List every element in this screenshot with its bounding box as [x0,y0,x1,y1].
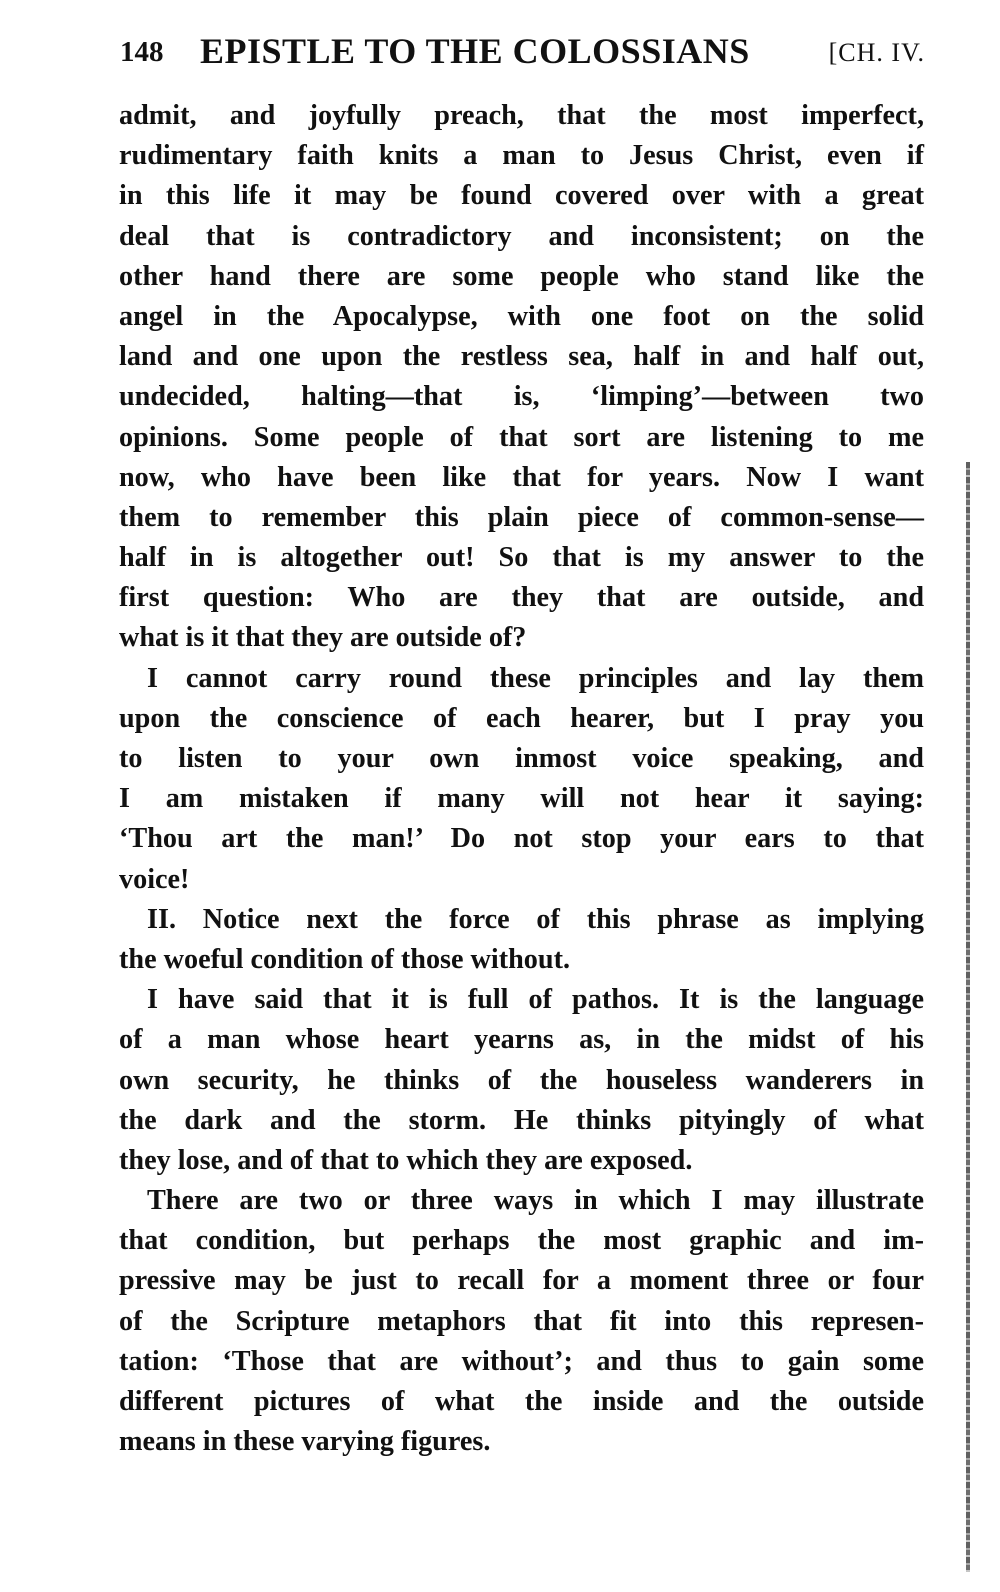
paragraph-last-line: means in these varying figures. [119,1426,491,1458]
scan-margin-shadow [966,462,970,1572]
chapter-reference: [CH. IV. [828,38,925,67]
text-line: land and one upon the restless sea, half in and half out, [119,341,924,373]
running-head [120,30,925,78]
text-line: different pictures of what the inside and the outside [119,1386,924,1417]
running-title: EPISTLE TO THE COLOSSIANS [200,31,750,71]
text-line: deal that is contradictory and inconsistent; on the [119,220,924,252]
paragraph-last-line: what is it that they are outside of? [119,622,527,654]
text-line: that condition, but perhaps the most graphic and im- [119,1225,924,1257]
body-text [119,96,924,1462]
text-line: half in is altogether out! So that is my answer to the [119,542,924,574]
text-line: admit, and joyfully preach, that the most imperfect, [119,100,924,131]
text-line: rudimentary faith knits a man to Jesus Christ, even if [119,140,924,172]
text-line: in this life it may be found covered over with a great [119,180,924,212]
text-line: the dark and the storm. He thinks pityingly of what [119,1104,924,1136]
text-line: upon the conscience of each hearer, but I pray you [119,702,924,734]
text-line: tation: ‘Those that are without’; and thus to gain some [119,1345,924,1377]
text-line: angel in the Apocalypse, with one foot on the solid [119,300,924,332]
text-line: them to remember this plain piece of common-sense— [119,501,924,533]
text-line: opinions. Some people of that sort are listening to me [119,421,924,453]
paragraph-first-line: I have said that it is full of pathos. It is the language [147,984,924,1016]
text-line: own security, he thinks of the houseless wanderers in [119,1064,924,1096]
page-number: 148 [120,36,164,68]
paragraph-last-line: they lose, and of that to which they are exposed. [119,1144,693,1176]
paragraph-first-line: I cannot carry round these principles and lay them [147,662,924,694]
text-line: other hand there are some people who stand like the [119,260,924,292]
text-line: to listen to your own inmost voice speaking, and [119,743,924,774]
text-line: undecided, halting—that is, ‘limping’—between two [119,381,924,413]
text-line: of the Scripture metaphors that fit into this represen- [119,1305,924,1337]
text-line: first question: Who are they that are outside, and [119,582,924,614]
paragraph-last-line: the woeful condition of those without. [119,943,571,975]
text-line: now, who have been like that for years. Now I want [119,461,924,493]
text-line: of a man whose heart yearns as, in the midst of his [119,1024,924,1056]
text-line: ‘Thou art the man!’ Do not stop your ears to that [119,823,924,855]
text-line: I am mistaken if many will not hear it saying: [119,783,924,815]
paragraph-first-line: There are two or three ways in which I may illustrate [147,1185,924,1217]
section-heading-line: II. Notice next the force of this phrase as implying [147,903,924,935]
paragraph-last-line: voice! [119,863,190,895]
text-line: pressive may be just to recall for a moment three or four [119,1265,924,1297]
